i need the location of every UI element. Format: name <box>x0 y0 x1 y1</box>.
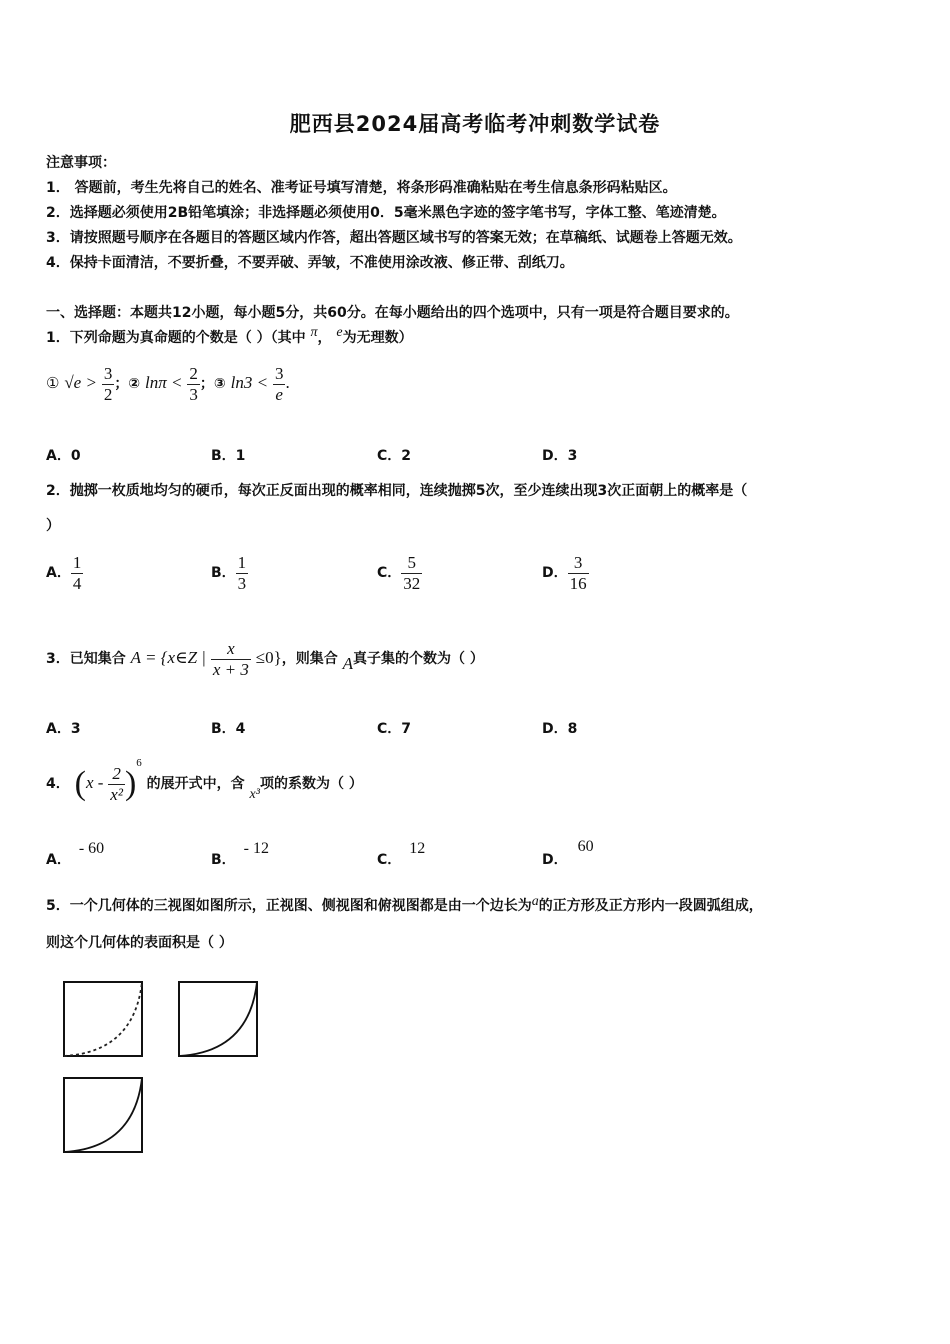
frac-den: 16 <box>569 573 587 593</box>
page-title: 肥西县2024届高考临考冲刺数学试卷 <box>289 112 661 136</box>
frac-den: x² <box>110 784 123 804</box>
notice-item: 1． 答题前，考生先将自己的姓名、准考证号填写清楚，将条形码准确粘贴在考生信息条形码粘贴区。 <box>46 180 677 196</box>
q3-option-c[interactable] <box>377 718 411 738</box>
q5-side-a: a <box>531 894 539 909</box>
option-label: C． <box>377 721 402 737</box>
q1-c2-label: ；② <box>114 376 141 392</box>
q3-set-lhs: A = {x∈Z | <box>130 648 206 667</box>
notice-heading: 注意事项： <box>46 155 116 171</box>
q4-stem-text: 的展开式中，含 <box>146 776 245 792</box>
q1-pi: π <box>310 325 318 340</box>
q1-c1-frac <box>102 364 115 405</box>
q1-stem-text: 1．下列命题为真命题的个数是（ ）（其中 <box>46 330 306 346</box>
option-value: - 12 <box>243 840 269 857</box>
option-label: C． <box>377 448 402 464</box>
frac-num: 1 <box>237 552 247 572</box>
q4-option-a[interactable] <box>46 838 105 868</box>
q1-stem-end: 为无理数） <box>342 330 413 346</box>
q4-expr-frac <box>108 764 125 805</box>
q5-stem <box>46 895 763 915</box>
q1-c1-label: ① <box>46 376 60 392</box>
q4-power: 6 <box>136 757 142 769</box>
q5-stem-end: 则这个几何体的表面积是（ ） <box>46 935 233 951</box>
q1-c3-label: ；③ <box>199 376 226 392</box>
option-label: B． <box>211 565 236 581</box>
q2-option-b[interactable] <box>211 550 248 596</box>
frac-num: 2 <box>189 363 198 383</box>
q4-option-d[interactable] <box>542 836 594 868</box>
frac-num: 1 <box>72 552 82 572</box>
frac-den: x + 3 <box>212 659 249 679</box>
option-label: D． <box>542 448 568 464</box>
q1-c3-frac <box>273 364 286 405</box>
q3-stem-mid: ，则集合 <box>281 651 338 667</box>
option-value: 1 <box>235 448 246 464</box>
q3-stem-end: 真子集的个数为（ ） <box>353 651 484 667</box>
option-fraction <box>568 553 589 594</box>
q3-set-name: A <box>342 654 354 673</box>
q2-stem-end: ） <box>46 518 60 534</box>
frac-num: x <box>211 639 251 660</box>
solid-arc <box>179 982 257 1056</box>
option-label: C． <box>377 852 402 868</box>
option-label: D． <box>542 565 568 581</box>
q3-set-rhs: ≤0} <box>255 648 282 667</box>
option-value: - 60 <box>78 840 105 857</box>
frac-num: 2 <box>108 764 125 785</box>
option-value: 8 <box>567 721 578 737</box>
section-heading: 一、选择题：本题共12小题，每小题5分，共60分。在每小题给出的四个选项中，只有一项是符合题目要求的。 <box>46 305 739 321</box>
frac-num: 3 <box>568 553 589 574</box>
option-value: 12 <box>409 840 426 857</box>
q4-stem <box>46 755 363 813</box>
option-value: 3 <box>567 448 578 464</box>
option-label: A． <box>46 721 71 737</box>
option-label: A． <box>46 852 71 868</box>
q1-e: e <box>336 325 343 340</box>
option-fraction <box>401 553 422 594</box>
notice-item: 2．选择题必须使用2B铅笔填涂；非选择题必须使用0．5毫米黑色字迹的签字笔书写，字体工整、笔迹清楚。 <box>46 205 726 221</box>
option-value: 2 <box>401 448 412 464</box>
q3-option-a[interactable] <box>46 718 81 738</box>
q3-stem <box>46 635 484 682</box>
q4-option-c[interactable] <box>377 838 426 868</box>
q3-set-frac <box>211 639 251 680</box>
q1-option-d[interactable] <box>542 445 577 465</box>
option-label: B． <box>211 448 236 464</box>
q1-c2-frac <box>187 364 200 405</box>
option-label: A． <box>46 448 71 464</box>
solid-arc <box>64 1078 142 1152</box>
frac-den: 3 <box>237 573 247 593</box>
paren-left: ( <box>74 765 86 802</box>
option-value: 0 <box>70 448 81 464</box>
option-label: D． <box>542 721 568 737</box>
option-fraction <box>71 553 84 594</box>
q3-stem-text: 3．已知集合 <box>46 651 126 667</box>
option-label: B． <box>211 721 236 737</box>
frac-num: 5 <box>401 553 422 574</box>
option-label: D． <box>542 852 568 868</box>
option-value: 60 <box>577 838 594 855</box>
frac-num: 3 <box>274 363 284 383</box>
option-label: B． <box>211 852 236 868</box>
paren-right: ) <box>124 765 137 802</box>
q1-option-b[interactable] <box>211 445 245 465</box>
q2-option-c[interactable] <box>377 550 422 596</box>
top-view-figure <box>60 1074 146 1156</box>
notice-item: 3．请按照题号顺序在各题目的答题区域内作答，超出答题区域书写的答案无效；在草稿纸、试题卷上答题无效。 <box>46 230 742 246</box>
option-fraction <box>236 553 249 594</box>
frac-den: 2 <box>103 384 113 404</box>
q4-term: x³ <box>249 787 260 802</box>
q4-expr-x: x - <box>85 773 104 792</box>
q2-stem: 2．抛掷一枚质地均匀的硬币，每次正反面出现的概率相同，连续抛掷5次，至少连续出现3次正面朝上的概率是（ <box>46 483 748 499</box>
notice-item: 4．保持卡面清洁，不要折叠，不要弄破、弄皱，不准使用涂改液、修正带、刮纸刀。 <box>46 255 574 271</box>
option-value: 4 <box>235 721 246 737</box>
q4-number: 4． <box>46 776 70 792</box>
q1-c3-lhs: ln3 < <box>230 373 269 392</box>
q3-option-b[interactable] <box>211 718 245 738</box>
q4-stem-end: 项的系数为（ ） <box>259 776 363 792</box>
q3-option-d[interactable] <box>542 718 577 738</box>
front-view-figure <box>60 978 146 1060</box>
q1-stem <box>46 327 413 347</box>
option-label: C． <box>377 565 402 581</box>
frac-den: 4 <box>72 573 82 593</box>
frac-den: 32 <box>403 573 421 593</box>
side-view-figure <box>175 978 261 1060</box>
q4-option-b[interactable] <box>211 838 269 868</box>
q1-comma: ， <box>317 330 332 346</box>
q1-end: . <box>285 373 290 392</box>
frac-num: 3 <box>103 363 113 383</box>
q5-stem-text: 5．一个几何体的三视图如图所示，正视图、侧视图和俯视图都是由一个边长为 <box>46 898 532 914</box>
q5-stem-mid: 的正方形及正方形内一段圆弧组成， <box>538 898 763 914</box>
q1-option-a[interactable] <box>46 445 81 465</box>
frac-den: 3 <box>189 384 198 404</box>
q1-option-c[interactable] <box>377 445 411 465</box>
q1-c1-lhs: √e > <box>64 373 97 392</box>
option-value: 3 <box>70 721 81 737</box>
q1-c2-lhs: lnπ < <box>145 373 183 392</box>
q2-option-a[interactable] <box>46 550 83 596</box>
option-value: 7 <box>401 721 412 737</box>
q1-conditions <box>46 360 290 407</box>
option-label: A． <box>46 565 71 581</box>
frac-den: e <box>275 384 283 404</box>
q2-option-d[interactable] <box>542 550 589 596</box>
dashed-arc <box>64 982 142 1056</box>
